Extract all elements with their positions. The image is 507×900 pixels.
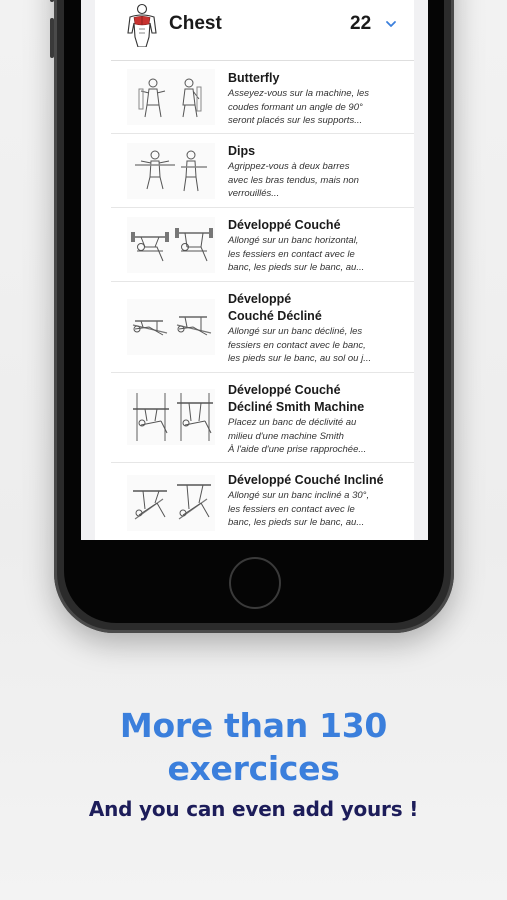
- exercise-description: seront placés sur les supports...: [228, 115, 363, 127]
- promo-headline: [0, 704, 507, 790]
- exercise-description: milieu d'une machine Smith: [228, 430, 344, 442]
- chevron-down-icon[interactable]: [385, 18, 397, 30]
- exercise-text: [228, 143, 404, 201]
- exercise-name: Développé Couché: [228, 218, 341, 232]
- exercise-description: Asseyez-vous sur la machine, les: [228, 88, 369, 99]
- exercise-illustration: [127, 389, 215, 445]
- exercise-description: À l'aide d'une prise rapprochée...: [228, 444, 367, 456]
- exercise-description: banc, les pieds sur le banc, au...: [228, 262, 365, 274]
- phone-screen: [81, 0, 428, 540]
- exercise-description: verrouillés...: [228, 188, 280, 200]
- exercise-name: Développé Couché: [228, 383, 341, 397]
- exercise-description: les fessiers en contact avec le: [228, 248, 355, 260]
- exercise-description: coudes formant un angle de 90°: [228, 101, 363, 113]
- exercise-illustration: [127, 69, 215, 125]
- exercise-name: Butterfly: [228, 71, 280, 85]
- exercise-text: [228, 217, 404, 275]
- exercise-illustration: [127, 299, 215, 355]
- exercise-count: 22: [350, 13, 372, 34]
- promo-headline-line: More than 130: [119, 706, 388, 745]
- exercise-name: Couché Décliné: [228, 309, 322, 323]
- exercise-row[interactable]: [111, 462, 414, 540]
- exercise-description: fessiers en contact avec le banc,: [228, 339, 366, 351]
- exercise-text: [228, 382, 404, 457]
- exercise-description: Allongé sur un banc décliné, les: [228, 326, 363, 337]
- promo-headline-line: exercices: [167, 749, 340, 788]
- exercise-illustration: [127, 217, 215, 273]
- exercise-name: Développé Couché Incliné: [228, 473, 384, 487]
- exercise-row[interactable]: [111, 207, 414, 281]
- chest-muscle-figure-icon: [125, 3, 159, 47]
- exercise-description: Agrippez-vous à deux barres: [228, 161, 350, 172]
- exercise-row[interactable]: [111, 60, 414, 133]
- exercise-name: Développé: [228, 292, 292, 306]
- exercise-description: Placez un banc de déclivité au: [228, 417, 357, 428]
- exercise-description: Allongé sur un banc horizontal,: [228, 235, 359, 246]
- exercise-text: [228, 472, 404, 530]
- exercise-description: avec les bras tendus, mais non: [228, 174, 359, 186]
- home-button[interactable]: [229, 557, 281, 609]
- exercise-row[interactable]: [111, 372, 414, 462]
- exercise-text: [228, 291, 404, 366]
- exercise-description: Allongé sur un banc incliné a 30°,: [228, 490, 370, 501]
- volume-button: [50, 18, 54, 58]
- exercise-name: Dips: [228, 144, 256, 158]
- exercise-description: les fessiers en contact avec le: [228, 503, 355, 515]
- muscle-group-title: Chest: [169, 13, 222, 34]
- exercise-row[interactable]: [111, 281, 414, 372]
- exercise-illustration: [127, 475, 215, 531]
- volume-button: [50, 0, 54, 2]
- exercise-row[interactable]: [111, 133, 414, 207]
- muscle-group-header[interactable]: [95, 0, 414, 58]
- exercise-list: [111, 60, 414, 540]
- muscle-group-card: [95, 0, 414, 540]
- exercise-name: Décliné Smith Machine: [228, 400, 365, 414]
- exercise-text: [228, 70, 404, 128]
- promo-subline: And you can even add yours !: [88, 797, 419, 821]
- exercise-description: les pieds sur le banc, au sol ou j...: [228, 353, 372, 365]
- exercise-illustration: [127, 143, 215, 199]
- exercise-description: banc, les pieds sur le banc, au...: [228, 517, 365, 529]
